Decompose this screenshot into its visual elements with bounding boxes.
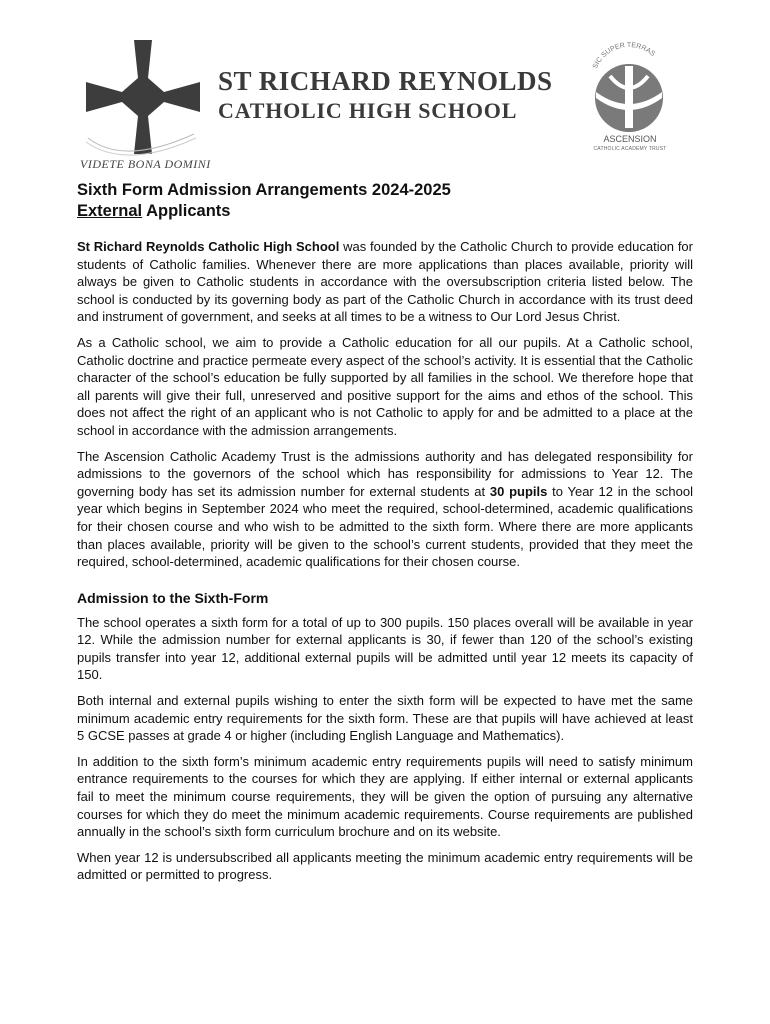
intro-paragraph-1 bbox=[77, 238, 693, 326]
school-name bbox=[218, 66, 553, 126]
section-paragraph-2: Both internal and external pupils wishing to enter the sixth form will be expected to have met the same minimum academic entry requirements for the sixth form. These are that pupils will have achieved at least 5 GCSE passes at grade 4 or higher (including English Language and Mathematics). bbox=[77, 693, 693, 744]
intro-paragraph-3 bbox=[77, 448, 693, 571]
intro-paragraph-3-text-a: The Ascension Catholic Academy Trust is the admissions authority and has delegated responsibility for admissions to the governors of the school which has responsibility for admissions to Year 12. The governing body has set its admission number for external students at bbox=[77, 448, 693, 499]
subtitle-rest: Applicants bbox=[142, 202, 231, 220]
trust-arc-text: SIC SUPER TERRAS bbox=[591, 41, 657, 70]
school-name-line2: CATHOLIC HIGH SCHOOL bbox=[218, 98, 518, 123]
letterhead bbox=[0, 0, 770, 180]
document-title: Sixth Form Admission Arrangements 2024-2025 bbox=[77, 181, 451, 199]
trust-subtitle: CATHOLIC ACADEMY TRUST bbox=[593, 146, 667, 152]
intro-paragraph-1-text: was founded by the Catholic Church to provide education for students of Catholic families. Whenever there are more applications than places available, priority will always be given to Catholic students in accordance with the oversubscription criteria listed below. The school is conducted by its governing body as part of the Catholic Church in accordance with its trust deed and instrument of government, and seeks at all times to be a witness to Our Lord Jesus Christ. bbox=[77, 239, 693, 325]
section-paragraph-3: In addition to the sixth form’s minimum academic entry requirements pupils will need to satisfy minimum entrance requirements to the courses for which they are applying. If either internal or external applicants fail to meet the minimum course requirements, they will be given the option of pursuing any alternative courses for which they do meet the minimum academic requirements. Course requirements are published annually in the school’s sixth form curriculum brochure and on its website. bbox=[77, 753, 693, 840]
school-name-bold: St Richard Reynolds Catholic High School bbox=[77, 239, 340, 254]
document-body bbox=[77, 180, 693, 892]
intro-paragraph-2: As a Catholic school, we aim to provide a Catholic education for all our pupils. At a Catholic school, Catholic doctrine and practice permeate every aspect of the school’s activity. It is essential that the Catholic character of the school’s education be fully supported by all families in the school. We therefore hope that all parents will give their full, unreserved and positive support for the aims and ethos of the school. This does not affect the right of an applicant who is not Catholic to apply for and be admitted to a place at the school in accordance with the admission arrangements. bbox=[77, 334, 693, 438]
trust-name: ASCENSION bbox=[603, 134, 657, 144]
school-motto: VIDETE BONA DOMINI bbox=[80, 157, 211, 171]
section-paragraph-4: When year 12 is undersubscribed all applicants meeting the minimum academic entry requirements will be admitted or permitted to progress. bbox=[77, 849, 693, 883]
school-name-line1: ST RICHARD REYNOLDS bbox=[218, 66, 553, 96]
intro-paragraph-3-text-b: to Year 12 in the school year which begins in September 2024 who meet the required, school-determined, academic qualifications for their chosen course and who wish to be admitted to the sixth form. Where there are more applicants than places available, priority will be given to the school’s current students, provided that they meet the required, school-determined, academic qualifications for their chosen course. bbox=[77, 483, 693, 570]
subtitle-underlined-word: External bbox=[77, 202, 143, 220]
school-crest-cross-icon bbox=[84, 38, 202, 156]
section-paragraph-1: The school operates a sixth form for a total of up to 300 pupils. 150 places overall will be available in year 12. While the admission number for external applicants is 30, if fewer than 120 of the school’s existing pupils transfer into year 12, additional external pupils will be admitted until year 12 meets its capacity of 150. bbox=[77, 614, 693, 683]
admission-number-bold: 30 pupils bbox=[489, 483, 548, 499]
document-subtitle bbox=[77, 201, 693, 222]
section-heading: Admission to the Sixth-Form bbox=[77, 589, 269, 606]
